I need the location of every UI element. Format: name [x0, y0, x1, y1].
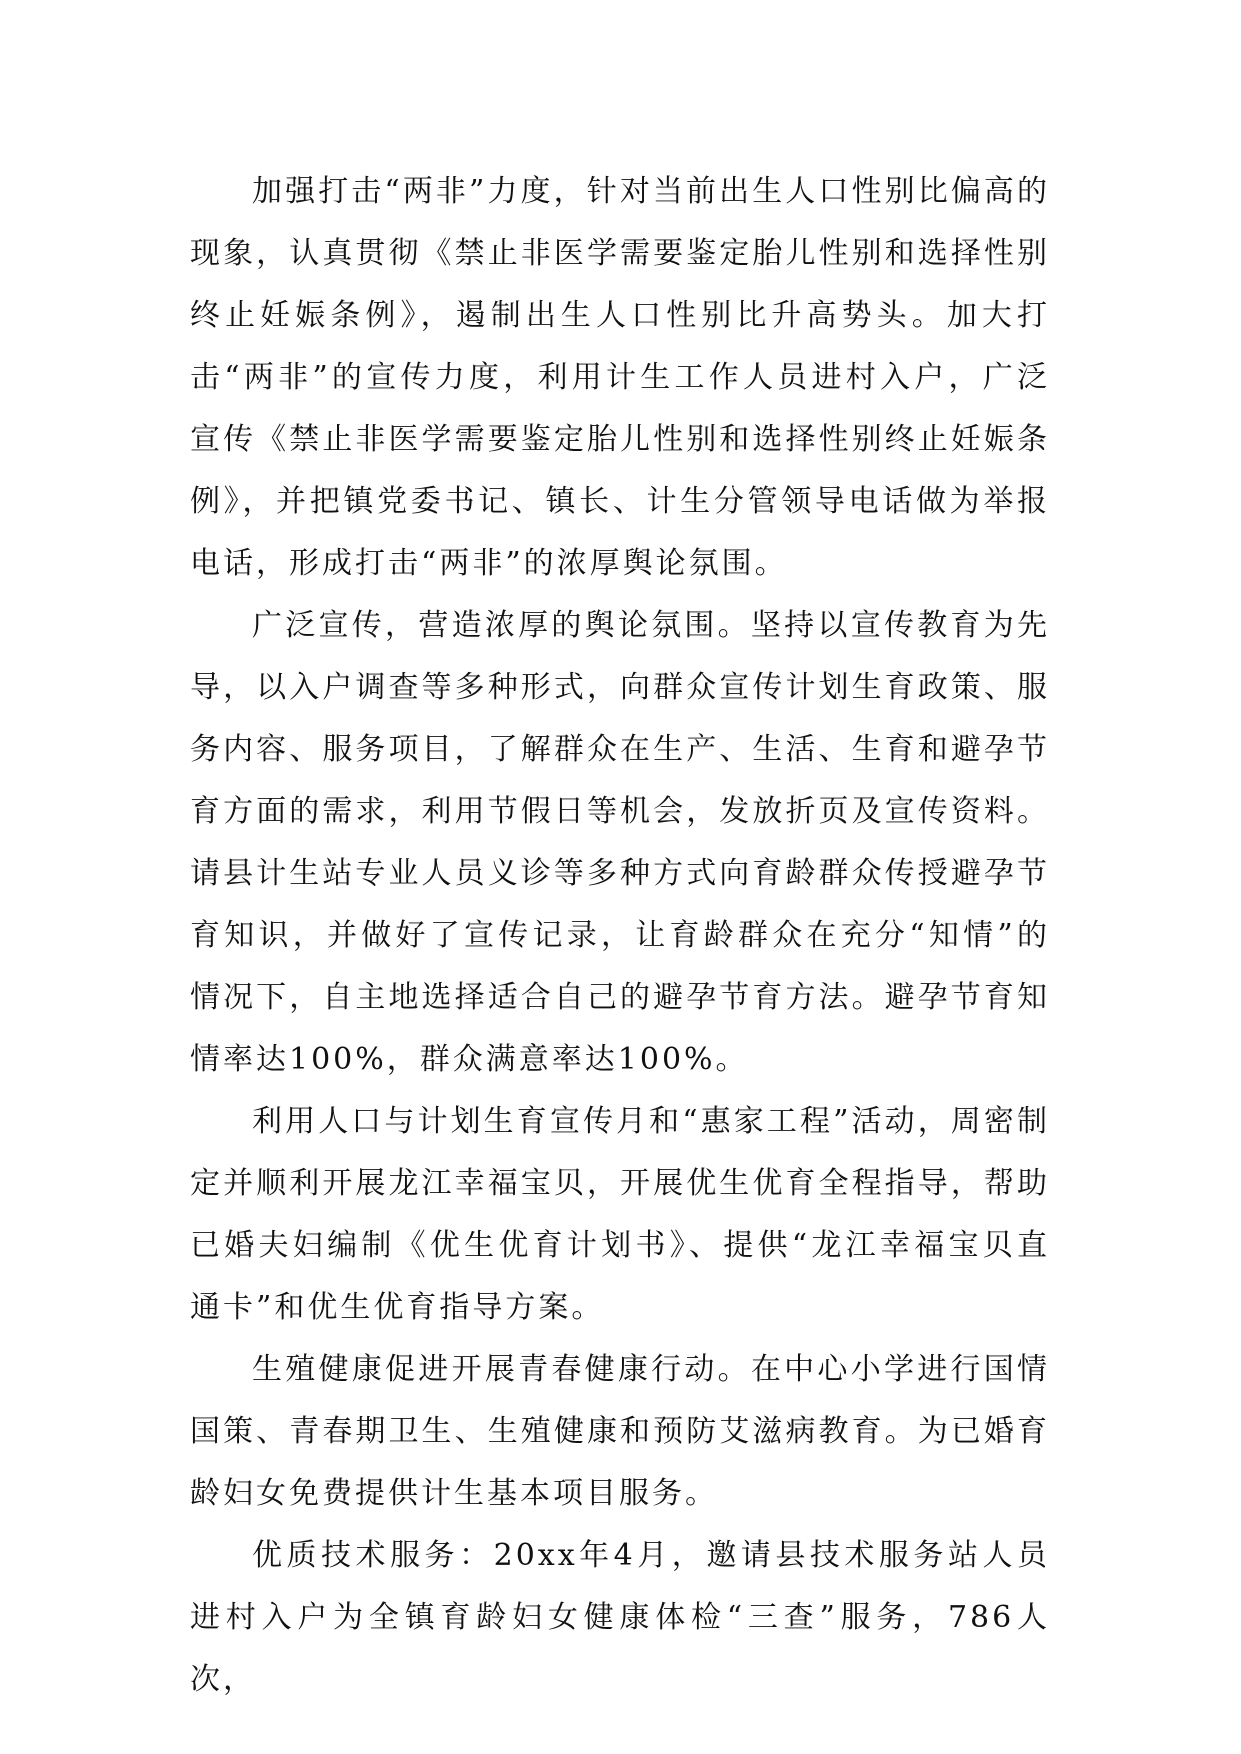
paragraph-huijia-project: 利用人口与计划生育宣传月和“惠家工程”活动，周密制定并顺利开展龙江幸福宝贝，开展优生优育全程指导，帮助已婚夫妇编制《优生优育计划书》、提供“龙江幸福宝贝直通卡”和优生优育指导方案。 [190, 1104, 1050, 1325]
paragraph-reproductive-health: 生殖健康促进开展青春健康行动。在中心小学进行国情国策、青春期卫生、生殖健康和预防艾滋病教育。为已婚育龄妇女免费提供计生基本项目服务。 [190, 1352, 1050, 1511]
paragraph-technical-service: 优质技术服务：20xx年4月，邀请县技术服务站人员进村入户为全镇育龄妇女健康体检“三查”服务，786人次， [190, 1538, 1050, 1697]
paragraph-crackdown: 加强打击“两非”力度，针对当前出生人口性别比偏高的现象，认真贯彻《禁止非医学需要鉴定胎儿性别和选择性别终止妊娠条例》，遏制出生人口性别比升高势头。加大打击“两非”的宣传力度，利用计生工作人员进村入户，广泛宣传《禁止非医学需要鉴定胎儿性别和选择性别终止妊娠条例》，并把镇党委书记、镇长、计生分管领导电话做为举报电话，形成打击“两非”的浓厚舆论氛围。 [190, 174, 1050, 581]
paragraph-publicity: 广泛宣传，营造浓厚的舆论氛围。坚持以宣传教育为先导，以入户调查等多种形式，向群众宣传计划生育政策、服务内容、服务项目，了解群众在生产、生活、生育和避孕节育方面的需求，利用节假日等机会，发放折页及宣传资料。请县计生站专业人员义诊等多种方式向育龄群众传授避孕节育知识，并做好了宣传记录，让育龄群众在充分“知情”的情况下，自主地选择适合自己的避孕节育方法。避孕节育知情率达100%，群众满意率达100%。 [190, 608, 1050, 1077]
document-body [190, 161, 1050, 1711]
